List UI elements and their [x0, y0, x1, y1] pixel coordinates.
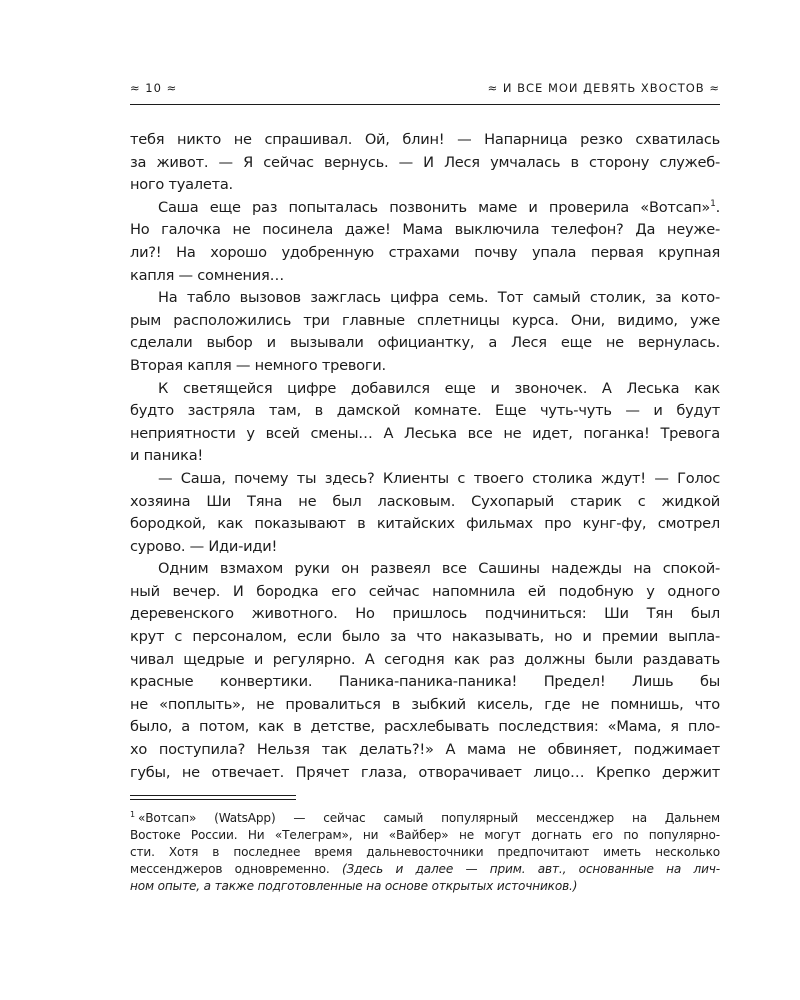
text-line: неприятности у всей смены… А Леська все не идет, поганка! Тревога	[130, 424, 720, 442]
footnote-line	[130, 810, 720, 827]
text-line: было, а потом, как в детстве, расхлебывать последствия: «Мама, я пло-	[130, 718, 720, 736]
text-line: капля — сомнения…	[130, 266, 284, 284]
text-line: сделали выбор и вызывали официантку, а Леся еще не вернулась.	[130, 334, 720, 352]
running-header	[130, 81, 720, 101]
text-line: хозяина Ши Тяна не был ласковым. Сухопарый старик с жидкой	[130, 492, 720, 510]
footnote-line: Востоке России. Ни «Телеграм», ни «Вайбер» не могут догнать его по популярно-	[130, 828, 720, 842]
footnote-rule	[130, 795, 296, 796]
text-line: крут с персоналом, если было за что наказывать, но и премии выпла-	[130, 628, 720, 646]
text-line: деревенского животного. Но пришлось подчиниться: Ши Тян был	[130, 605, 720, 623]
text-line: ный вечер. И бородка его сейчас напомнила ей подобную у одного	[130, 582, 720, 600]
footnote-marker: 1	[130, 809, 135, 819]
text-line	[130, 197, 720, 220]
running-title: ≈ И ВСЕ МОИ ДЕВЯТЬ ХВОСТОВ ≈	[487, 81, 720, 95]
text-line: чивал щедрые и регулярно. А сегодня как раз должны были раздавать	[130, 650, 720, 668]
footnote-author-note: ном опыте, а также подготовленные на основе открытых источников.)	[130, 879, 578, 893]
footnote-author-note: (Здесь и далее — прим. авт., основанные на лич-	[341, 862, 720, 876]
text-line-tail: .	[715, 198, 720, 216]
text-line: губы, не отвечает. Прячет глаза, отворачивает лицо… Крепко держит	[130, 763, 720, 781]
text-line: К светящейся цифре добавился еще и звоночек. А Леська как	[158, 379, 720, 397]
footnote-line-content: «Вотсап» (WatsApp) — сейчас самый популярный мессенджер на Дальнем	[137, 811, 720, 825]
text-line: Но галочка не посинела даже! Мама выключила телефон? Да неуже-	[130, 221, 720, 239]
footnote-line-content: мессенджеров одновременно.	[130, 862, 342, 876]
footnote-line	[130, 878, 720, 895]
footnote-line	[130, 861, 720, 878]
footnote-reference: 1	[710, 198, 716, 209]
text-line: и паника!	[130, 447, 203, 465]
text-line: бородкой, как показывают в китайских фильмах про кунг-фу, смотрел	[130, 515, 720, 533]
text-line: тебя никто не спрашивал. Ой, блин! — Напарница резко схватилась	[130, 131, 720, 148]
text-line: Вторая капля — немного тревоги.	[130, 356, 386, 374]
footnote	[130, 810, 720, 895]
text-line: — Саша, почему ты здесь? Клиенты с твоего столика ждут! — Голос	[158, 469, 720, 487]
text-line: сурово. — Иди-иди!	[130, 537, 278, 555]
text-line: Одним взмахом руки он развеял все Сашины надежды на спокой-	[158, 560, 720, 578]
text-line: рым расположились три главные сплетницы курса. Они, видимо, уже	[130, 311, 720, 329]
footnote-rule	[130, 799, 296, 800]
text-line: за живот. — Я сейчас вернусь. — И Леся умчалась в сторону служеб-	[130, 153, 720, 171]
text-line: не «поплыть», не провалиться в зыбкий кисель, где не помнишь, что	[130, 695, 720, 713]
text-line: На табло вызовов зажглась цифра семь. Тот самый столик, за кото-	[158, 289, 720, 307]
text-line: красные конвертики. Паника-паника-паника! Предел! Лишь бы	[130, 673, 720, 691]
text-line-content: Саша еще раз попыталась позвонить маме и проверила «Вотсап»	[158, 198, 711, 216]
text-line: хо поступила? Нельзя так делать?!» А мама не обвиняет, поджимает	[130, 741, 720, 759]
footnote-line: сти. Хотя в последнее время дальневосточники предпочитают иметь несколько	[130, 845, 720, 859]
page-number: ≈ 10 ≈	[130, 81, 178, 95]
text-line: ного туалета.	[130, 176, 233, 194]
body-text	[130, 129, 720, 784]
text-line: ли?! На хорошо удобренную страхами почву упала первая крупная	[130, 243, 720, 261]
header-rule	[130, 104, 720, 105]
text-line: будто застряла там, в дамской комнате. Еще чуть-чуть — и будут	[130, 402, 720, 420]
